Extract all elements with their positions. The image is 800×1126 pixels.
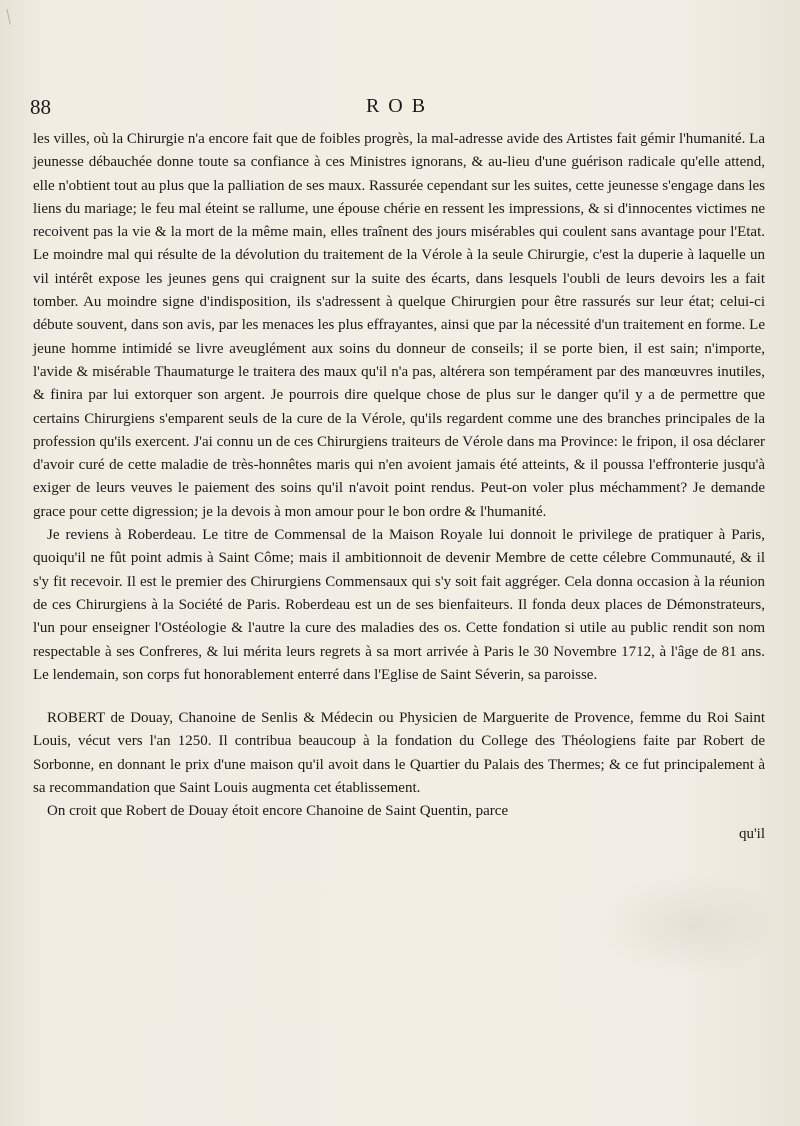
paragraph-chirurgie-digression: les villes, où la Chirurgie n'a encore fait que de foibles progrès, la mal-adresse avide des Artistes fait gémir l'humanité. La jeunesse débauchée donne toute sa confiance à ces Ministres ignorans, & au-lieu d'une guérison radicale qu'elle attend, elle n'obtient tout au plus que la palliation de ses maux. Rassurée cependant sur les suites, cette jeunesse s'engage dans les liens du mariage; le feu mal éteint se rallume, une épouse chérie en ressent les impressions, & si d'innocentes victimes ne recoivent pas la vie & la mort de la même main, elles traînent des jours misérables qui coulent sans avantage pour l'Etat. Le moindre mal qui résulte de la dévolution du traitement de la Vérole à la seule Chirurgie, c'est la duperie à laquelle un vil intérêt expose les jeunes gens qui craignent sur la suite des écarts, dans lesquels l'oubli de leurs devoirs les a fait tomber. Au moindre signe d'indisposition, ils s'adressent à quelque Chirurgien pour être rassurés sur leur état; celui-ci débute souvent, dans son avis, par les menaces les plus effrayantes, ainsi que par la nécessité d'un traitement en forme. Le jeune homme intimidé se livre aveuglément aux soins du donneur de conseils; il se porte bien, il est sain; n'importe, l'avide & misérable Thaumaturge le traitera des maux qu'il n'a pas, altérera son tempérament par des manœuvres inutiles, & finira par lui extorquer son argent. Je pourrois dire quelque chose de plus sur le danger qu'il y a de permettre que certains Chirurgiens s'emparent seuls de la cure de la Vérole, qu'ils regardent comme une des branches principales de la profession qu'ils exercent. J'ai connu un de ces Chirurgiens traiteurs de Vérole dans ma Province: le fripon, il osa déclarer d'avoir curé de cette maladie de très-honnêtes maris qui n'en avoient jamais été atteints, & il poussa l'effronterie jusqu'à exiger de leurs veuves le paiement des soins qu'il n'avoit point rendus. Peut-on voler plus méchamment? Je demande grace pour cette digression; je la devois à mon amour pour le bon ordre & l'humanité. xyxy=(33,131,765,520)
paragraph-gap xyxy=(33,687,765,707)
page-edge-mark xyxy=(6,7,18,25)
paragraph-robert-de-douay: ROBERT de Douay, Chanoine de Senlis & Médecin ou Physicien de Marguerite de Provence, femme du Roi Saint Louis, vécut vers l'an 1250. Il contribua beaucoup à la fondation du College des Théologiens faite par Robert de Sorbonne, en donnant le prix d'une maison qu'il avoit dans le Quartier du Palais des Thermes; & ce fut principalement à sa recommandation que Saint Louis augmenta cet établissement. xyxy=(33,710,765,797)
paragraph-saint-quentin: On croit que Robert de Douay étoit encore Chanoine de Saint Quentin, parce xyxy=(47,803,509,820)
paragraph-roberdeau: Je reviens à Roberdeau. Le titre de Commensal de la Maison Royale lui donnoit le privilege de pratiquer à Paris, quoiqu'il ne fût point admis à Saint Côme; mais il ambitionnoit de devenir Membre de cette célebre Communauté, & il s'y fit recevoir. Il est le premier des Chirurgiens Commensaux qui s'y soit fait aggréger. Cela donna occasion à la réunion de ces Chirurgiens à la Société de Paris. Roberdeau est un de ses bienfaiteurs. Il fonda deux places de Démonstrateurs, l'un pour enseigner l'Ostéologie & l'autre la cure des maladies des os. Cette fondation si utile au public rendit son nom respectable à ses Confreres, & lui mérita leurs regrets à sa mort arrivée à Paris le 30 Novembre 1712, à l'âge de 81 ans. Le lendemain, son corps fut honorablement enterré dans l'Eglise de Saint Séverin, sa paroisse. xyxy=(33,527,765,683)
page-number: 88 xyxy=(30,95,51,119)
body-text xyxy=(33,128,765,844)
catchword: qu'il xyxy=(738,825,765,842)
ink-bleed-through xyxy=(600,870,780,980)
page-header xyxy=(30,95,770,125)
running-head: ROB xyxy=(365,95,435,117)
